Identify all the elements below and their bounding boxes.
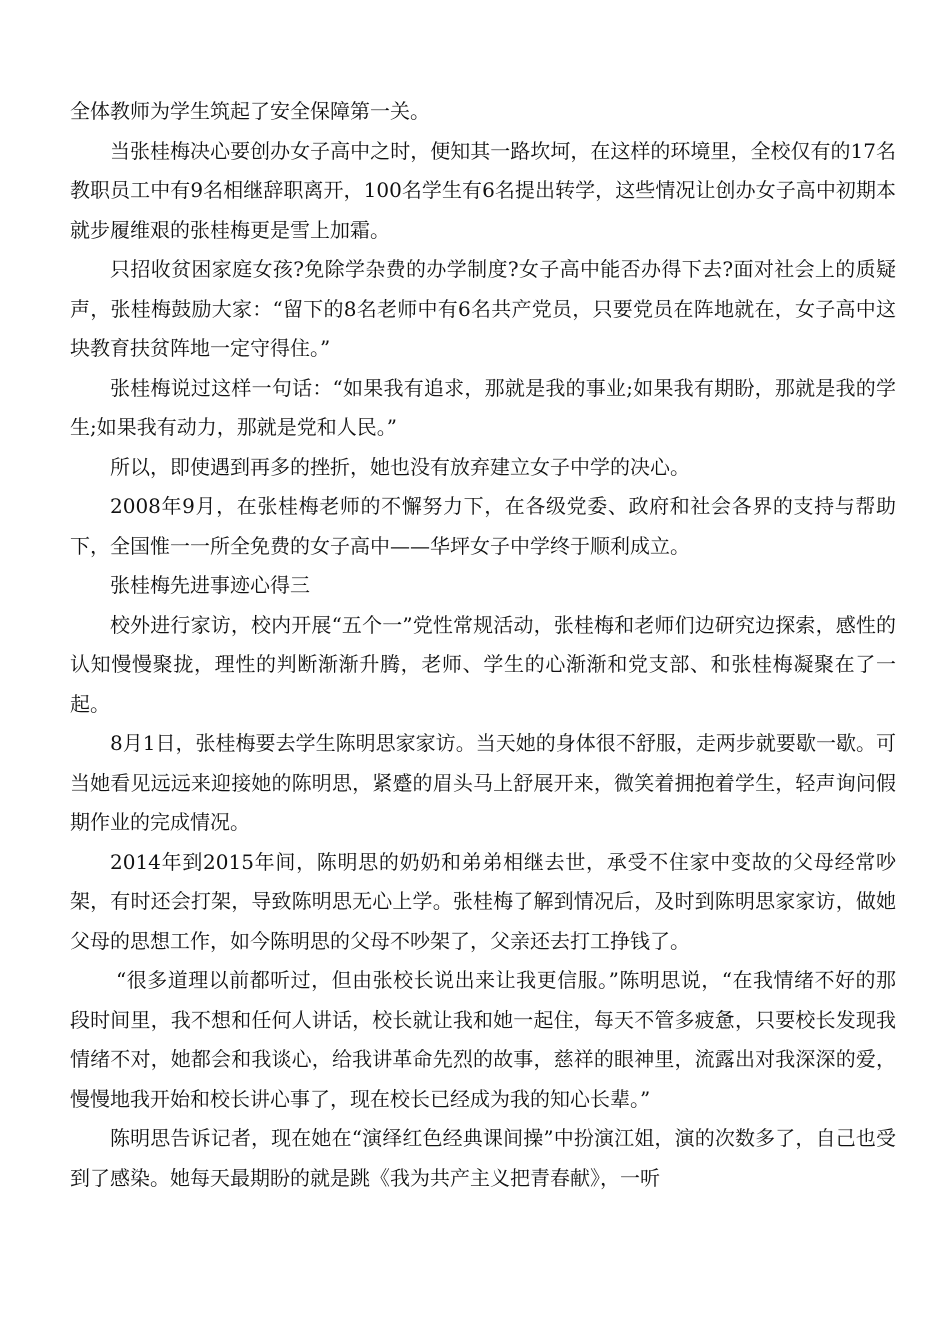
- paragraph: 张桂梅说过这样一句话：“如果我有追求，那就是我的事业;如果我有期盼，那就是我的学生;如果我有动力，那就是党和人民。”: [70, 375, 896, 439]
- paragraph: 全体教师为学生筑起了安全保障第一关。: [70, 99, 430, 123]
- paragraph: 陈明思告诉记者，现在她在“演绎红色经典课间操”中扮演江姐，演的次数多了，自己也受到了感染。她每天最期盼的就是跳《我为共产主义把青春献》，一听: [70, 1126, 896, 1190]
- paragraph: “很多道理以前都听过，但由张校长说出来让我更信服。”陈明思说，“在我情绪不好的那段时间里，我不想和任何人讲话，校长就让我和她一起住，每天不管多疲惫，只要校长发现我情绪不对，她都会和我谈心，给我讲革命先烈的故事，慈祥的眼神里，流露出对我深深的爱，慢慢地我开始和校长讲心事了，现在校长已经成为我的知心长辈。”: [70, 968, 896, 1111]
- paragraph: 2008年9月，在张桂梅老师的不懈努力下，在各级党委、政府和社会各界的支持与帮助下，全国惟一一所全免费的女子高中——华坪女子中学终于顺利成立。: [70, 494, 896, 558]
- paragraph: 8月1日，张桂梅要去学生陈明思家家访。当天她的身体很不舒服，走两步就要歇一歇。可当她看见远远来迎接她的陈明思，紧蹙的眉头马上舒展开来，微笑着拥抱着学生，轻声询问假期作业的完成情况。: [70, 731, 896, 834]
- paragraph: 只招收贫困家庭女孩?免除学杂费的办学制度?女子高中能否办得下去?面对社会上的质疑声，张桂梅鼓励大家：“留下的8名老师中有6名共产党员，只要党员在阵地就在，女子高中这块教育扶贫阵地一定守得住。”: [70, 257, 896, 360]
- paragraph: 校外进行家访，校内开展“五个一”党性常规活动，张桂梅和老师们边研究边探索，感性的认知慢慢聚拢，理性的判断渐渐升腾，老师、学生的心渐渐和党支部、和张桂梅凝聚在了一起。: [70, 612, 896, 716]
- section-heading: 张桂梅先进事迹心得三: [110, 573, 310, 597]
- paragraph: 2014年到2015年间，陈明思的奶奶和弟弟相继去世，承受不住家中变故的父母经常吵架，有时还会打架，导致陈明思无心上学。张桂梅了解到情况后，及时到陈明思家家访，做她父母的思想工作，如今陈明思的父母不吵架了，父亲还去打工挣钱了。: [70, 849, 896, 953]
- document-page: [70, 92, 896, 1198]
- paragraph: 所以，即使遇到再多的挫折，她也没有放弃建立女子中学的决心。: [110, 454, 690, 479]
- paragraph: 当张桂梅决心要创办女子高中之时，便知其一路坎坷，在这样的环境里，全校仅有的17名教职员工中有9名相继辞职离开，100名学生有6名提出转学，这些情况让创办女子高中初期本就步履维艰的张桂梅更是雪上加霜。: [70, 138, 896, 242]
